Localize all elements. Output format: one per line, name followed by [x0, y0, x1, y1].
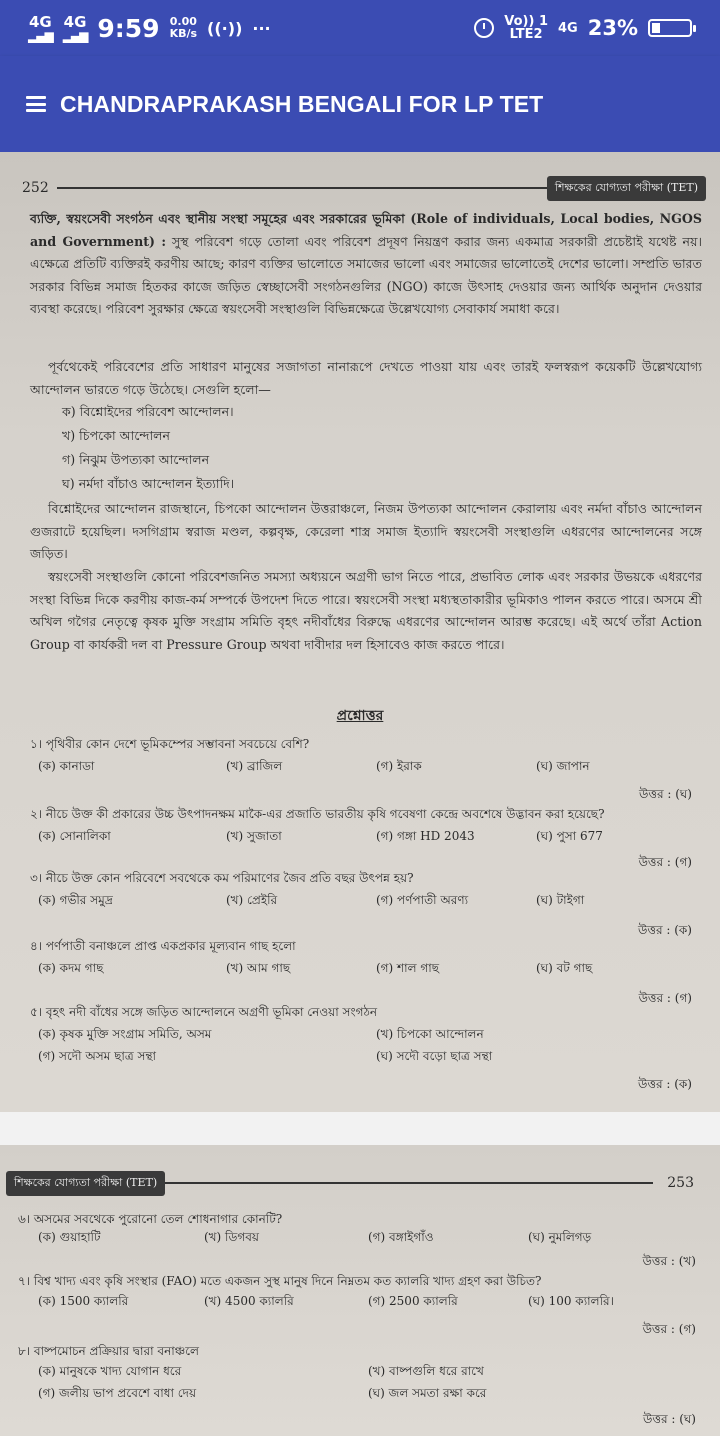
option-ga: (গ) সদৌ অসম ছাত্র সন্থা [38, 1049, 157, 1063]
paragraph-role-of-individuals [30, 208, 702, 321]
battery-icon [648, 19, 692, 37]
option-ka: (ক) মানুষকে খাদ্য যোগান ধরে [38, 1364, 182, 1378]
answer-label: উত্তর : (গ) [642, 1322, 696, 1336]
signal-label-2: 4G [63, 12, 87, 31]
battery-fill [652, 23, 660, 33]
option-gha: (ঘ) জাপান [536, 759, 590, 773]
question-item [18, 1273, 700, 1315]
network-speed [170, 16, 197, 39]
more-notifications-icon: ··· [252, 18, 271, 38]
option-ga: (গ) শাল গাছ [376, 961, 439, 975]
question-text: ৫। বৃহৎ নদী বাঁধের সঙ্গে জড়িত আন্দোলনে অগ্রণী ভূমিকা নেওয়া সংগঠন [30, 1005, 378, 1019]
network-type: 4G [558, 20, 578, 36]
option-kha: (খ) সুজাতা [226, 829, 282, 843]
option-gha: (ঘ) জল সমতা রক্ষা করে [368, 1386, 487, 1400]
option-ga: (গ) বঙ্গাইগাঁও [368, 1230, 434, 1244]
question-item [30, 736, 700, 780]
page-header-badge: শিক্ষকের যোগ্যতা পরীক্ষা (TET) [6, 1171, 165, 1196]
paragraph-movement-locations: বিশ্নোইদের আন্দোলন রাজস্থানে, চিপকো আন্দোলন উত্তরাঞ্চলে, নিজম উপত্যকা আন্দোলন কেরালায় এবং নর্মদা বাঁচাও আন্দোলন গুজরাটে হয়েছিল। দসগিগ্রাম স্বরাজ মণ্ডল, কল্পবৃক্ষ, কেরেলা শাস্ত্র সমাজ ইত্যাদি স্বয়ংসেবী সংস্থাগুলি এধরণের আন্দোলনের সঙ্গে জড়িত। [30, 501, 702, 561]
header-rule [165, 1182, 653, 1184]
question-item [18, 1343, 700, 1407]
list-item: ঘ) নর্মদা বাঁচাও আন্দোলন ইত্যাদি। [62, 476, 235, 491]
list-item: ক) বিশ্নোইদের পরিবেশ আন্দোলন। [62, 404, 234, 419]
question-text: ২। নীচে উক্ত কী প্রকারের উচ্চ উৎপাদনক্ষম মাকৈ-এর প্রজাতি ভারতীয় কৃষি গবেষণা কেন্দ্রে অবশেষে উদ্ভাবন করা হয়েছে? [30, 807, 605, 821]
page-header-badge: শিক্ষকের যোগ্যতা পরীক্ষা (TET) [547, 176, 706, 201]
question-text: ৮। বাষ্পমোচন প্রক্রিয়ার দ্বারা বনাঞ্চলে [18, 1344, 199, 1358]
page-header [22, 176, 706, 200]
option-gha: (ঘ) নুমলিগড় [528, 1230, 592, 1244]
answer-label: উত্তর : (গ) [638, 855, 692, 869]
question-text: ৭। বিশ্ব খাদ্য এবং কৃষি সংস্থার (FAO) মতে একজন সুস্থ মানুষ দিনে নিম্নতম কত ক্যালরি খাদ্য গ্রহণ করা উচিত? [18, 1274, 542, 1288]
app-title: CHANDRAPRAKASH BENGALI FOR LP TET [60, 90, 544, 117]
list-item: খ) চিপকো আন্দোলন [62, 428, 171, 443]
signal-icon-sim2: 4G ▂▄▆ [62, 12, 88, 43]
question-item [30, 870, 700, 914]
option-kha: (খ) ব্রাজিল [226, 759, 283, 773]
option-kha: (খ) ডিগবয় [204, 1230, 259, 1244]
option-kha: (খ) চিপকো আন্দোলন [376, 1027, 484, 1041]
option-ka: (ক) গুয়াহাটি [38, 1230, 101, 1244]
option-kha: (খ) প্রেইরি [226, 893, 278, 907]
alarm-icon [474, 18, 494, 38]
option-gha: (ঘ) 100 ক্যালরি। [528, 1294, 614, 1308]
question-text: ৪। পর্ণপাতী বনাঞ্চলে প্রাপ্ত একপ্রকার মূল্যবান গাছ হলো [30, 939, 296, 953]
option-ga: (গ) জলীয় ভাপ প্রবেশে বাধা দেয় [38, 1386, 197, 1400]
option-kha: (খ) বাষ্পগুলি ধরে রাখে [368, 1364, 484, 1378]
battery-percent: 23% [587, 16, 638, 40]
option-ka: (ক) গভীর সমুদ্র [38, 893, 113, 907]
option-ka: (ক) 1500 ক্যালরি [38, 1294, 129, 1308]
paragraph-body: সুস্থ পরিবেশ গড়ে তোলা এবং পরিবেশ প্রদূষণ নিয়ন্ত্রণ করার জন্য একমাত্র সরকারী প্রচেষ্টাই যথেষ্ট নয়। এক্ষেত্রে প্রতিটি ব্যক্তিরই করণীয় আছে; কারণ ব্যক্তির ভালোতে সমাজের ভালো এবং সমাজের ভালোতেই দেশের ভালো। সম্প্রতি ভারত সরকার বিভিন্ন সমাজ হিতকর কাজে জড়িত স্বেচ্ছাসেবী সংগঠনগুলির (NGO) কাজে উৎসাহ দেওয়ার জন্য আর্থিক অনুদান দেওয়ার ব্যবস্থা করেছে। পরিবেশ সুরক্ষার ক্ষেত্রে স্বয়ংসেবী সংস্থাগুলি বিভিন্নক্ষেত্রে উল্লেখযোগ্য সেবাকার্য সমাধা করে। [30, 233, 702, 316]
signal-label-1: 4G [28, 12, 52, 31]
volte-bottom: LTE2 [509, 27, 543, 42]
answer-label: উত্তর : (ঘ) [639, 787, 692, 801]
page-header [6, 1171, 706, 1195]
option-ga: (গ) পর্ণপাতী অরণ্য [376, 893, 469, 907]
clock: 9:59 [97, 13, 160, 43]
hamburger-menu-icon[interactable] [26, 96, 46, 112]
paragraph-heading: ব্যক্তি, স্বয়ংসেবী সংগঠন এবং স্থানীয় সংস্থা সমূহের এবং সরকারের ভূমিকা (Role of individuals, Local bodies, NGOS and Government) : [30, 211, 702, 249]
option-ga: (গ) 2500 ক্যালরি [368, 1294, 458, 1308]
network-speed-unit: KB/s [169, 27, 198, 40]
question-item [30, 938, 700, 982]
book-page-253[interactable] [0, 1145, 720, 1436]
hotspot-icon: ((·)) [207, 18, 243, 38]
option-gha: (ঘ) বট গাছ [536, 961, 593, 975]
option-ga: (গ) ইরাক [376, 759, 422, 773]
option-gha: (ঘ) পুসা 677 [536, 829, 603, 843]
book-page-252[interactable] [0, 152, 720, 1112]
option-gha: (ঘ) টাইগা [536, 893, 585, 907]
answer-label: উত্তর : (গ) [638, 991, 692, 1005]
signal-icon-sim1: 4G ▂▄▆ [28, 12, 53, 43]
option-gha: (ঘ) সদৌ বড়ো ছাত্র সন্থা [376, 1049, 493, 1063]
section-title-qa: প্রশ্নোত্তর [336, 708, 384, 724]
volte-top: Vo)) 1 [504, 14, 549, 29]
question-text: ৩। নীচে উক্ত কোন পরিবেশে সবথেকে কম পরিমাণের জৈব প্রতি বছর উৎপন্ন হয়? [30, 871, 414, 885]
option-kha: (খ) আম গাছ [226, 961, 291, 975]
question-text: ১। পৃথিবীর কোন দেশে ভূমিকম্পের সম্ভাবনা সবচেয়ে বেশি? [30, 737, 310, 751]
answer-label: উত্তর : (ক) [638, 1077, 692, 1091]
question-item [30, 806, 700, 850]
header-rule [57, 187, 547, 189]
option-ga: (গ) গঙ্গা HD 2043 [376, 829, 475, 843]
network-speed-value: 0.00 [169, 15, 197, 29]
app-bar [0, 56, 720, 152]
answer-label: উত্তর : (ক) [638, 923, 692, 937]
option-ka: (ক) কানাডা [38, 759, 95, 773]
page-number: 252 [22, 180, 49, 196]
option-ka: (ক) কদম গাছ [38, 961, 104, 975]
status-bar [0, 0, 720, 56]
list-item: গ) নিঝুম উপত্যকা আন্দোলন [62, 452, 210, 467]
page-gap [0, 1112, 720, 1145]
page-number: 253 [667, 1175, 694, 1191]
option-kha: (খ) 4500 ক্যালরি [204, 1294, 294, 1308]
question-item [18, 1211, 700, 1251]
status-bar-left [28, 14, 271, 43]
paragraph-voluntary-orgs: স্বয়ংসেবী সংস্থাগুলি কোনো পরিবেশজনিত সমস্যা অধ্যয়নে অগ্রণী ভাগ নিতে পারে, প্রভাবিত লোক এবং সরকার উভয়কে এধরণের সংস্থা বিভিন্ন দিকে করণীয় কাজ-কর্ম সম্পর্কে উপদেশ দিতে পারে। স্বয়ংসেবী সংস্থা মধ্যস্থতাকারীর ভূমিকাও পালন করতে পারে। অসমে শ্রী অখিল গগৈর নেতৃত্বে কৃষক মুক্তি সংগ্রাম সমিতি বৃহৎ নদীবাঁধের বিরুদ্ধে এধরণের আন্দোলন আরম্ভ করেছে। এই অর্থে তাঁরা Action Group বা কার্যকরী দল বা Pressure Group অথবা দাবীদার দল হিসাবেও কাজ করতে পারে। [30, 569, 702, 652]
option-ka: (ক) কৃষক মুক্তি সংগ্রাম সমিতি, অসম [38, 1027, 212, 1041]
answer-label: উত্তর : (ঘ) [643, 1412, 696, 1426]
question-item [30, 1004, 700, 1070]
volte-indicator [504, 15, 548, 41]
question-text: ৬। অসমের সবথেকে পুরোনো তেল শোধনাগার কোনটি? [18, 1212, 283, 1226]
option-ka: (ক) সোনালিকা [38, 829, 111, 843]
paragraph-movements-intro: পূর্বথেকেই পরিবেশের প্রতি সাধারণ মানুষের সজাগতা নানারূপে দেখতে পাওয়া যায় এবং তারই ফলস্বরূপ কয়েকটি উল্লেখযোগ্য আন্দোলন ভারতে গড়ে উঠেছে। সেগুলি হলো— [30, 359, 702, 397]
status-bar-right [474, 15, 692, 41]
answer-label: উত্তর : (খ) [642, 1254, 696, 1268]
